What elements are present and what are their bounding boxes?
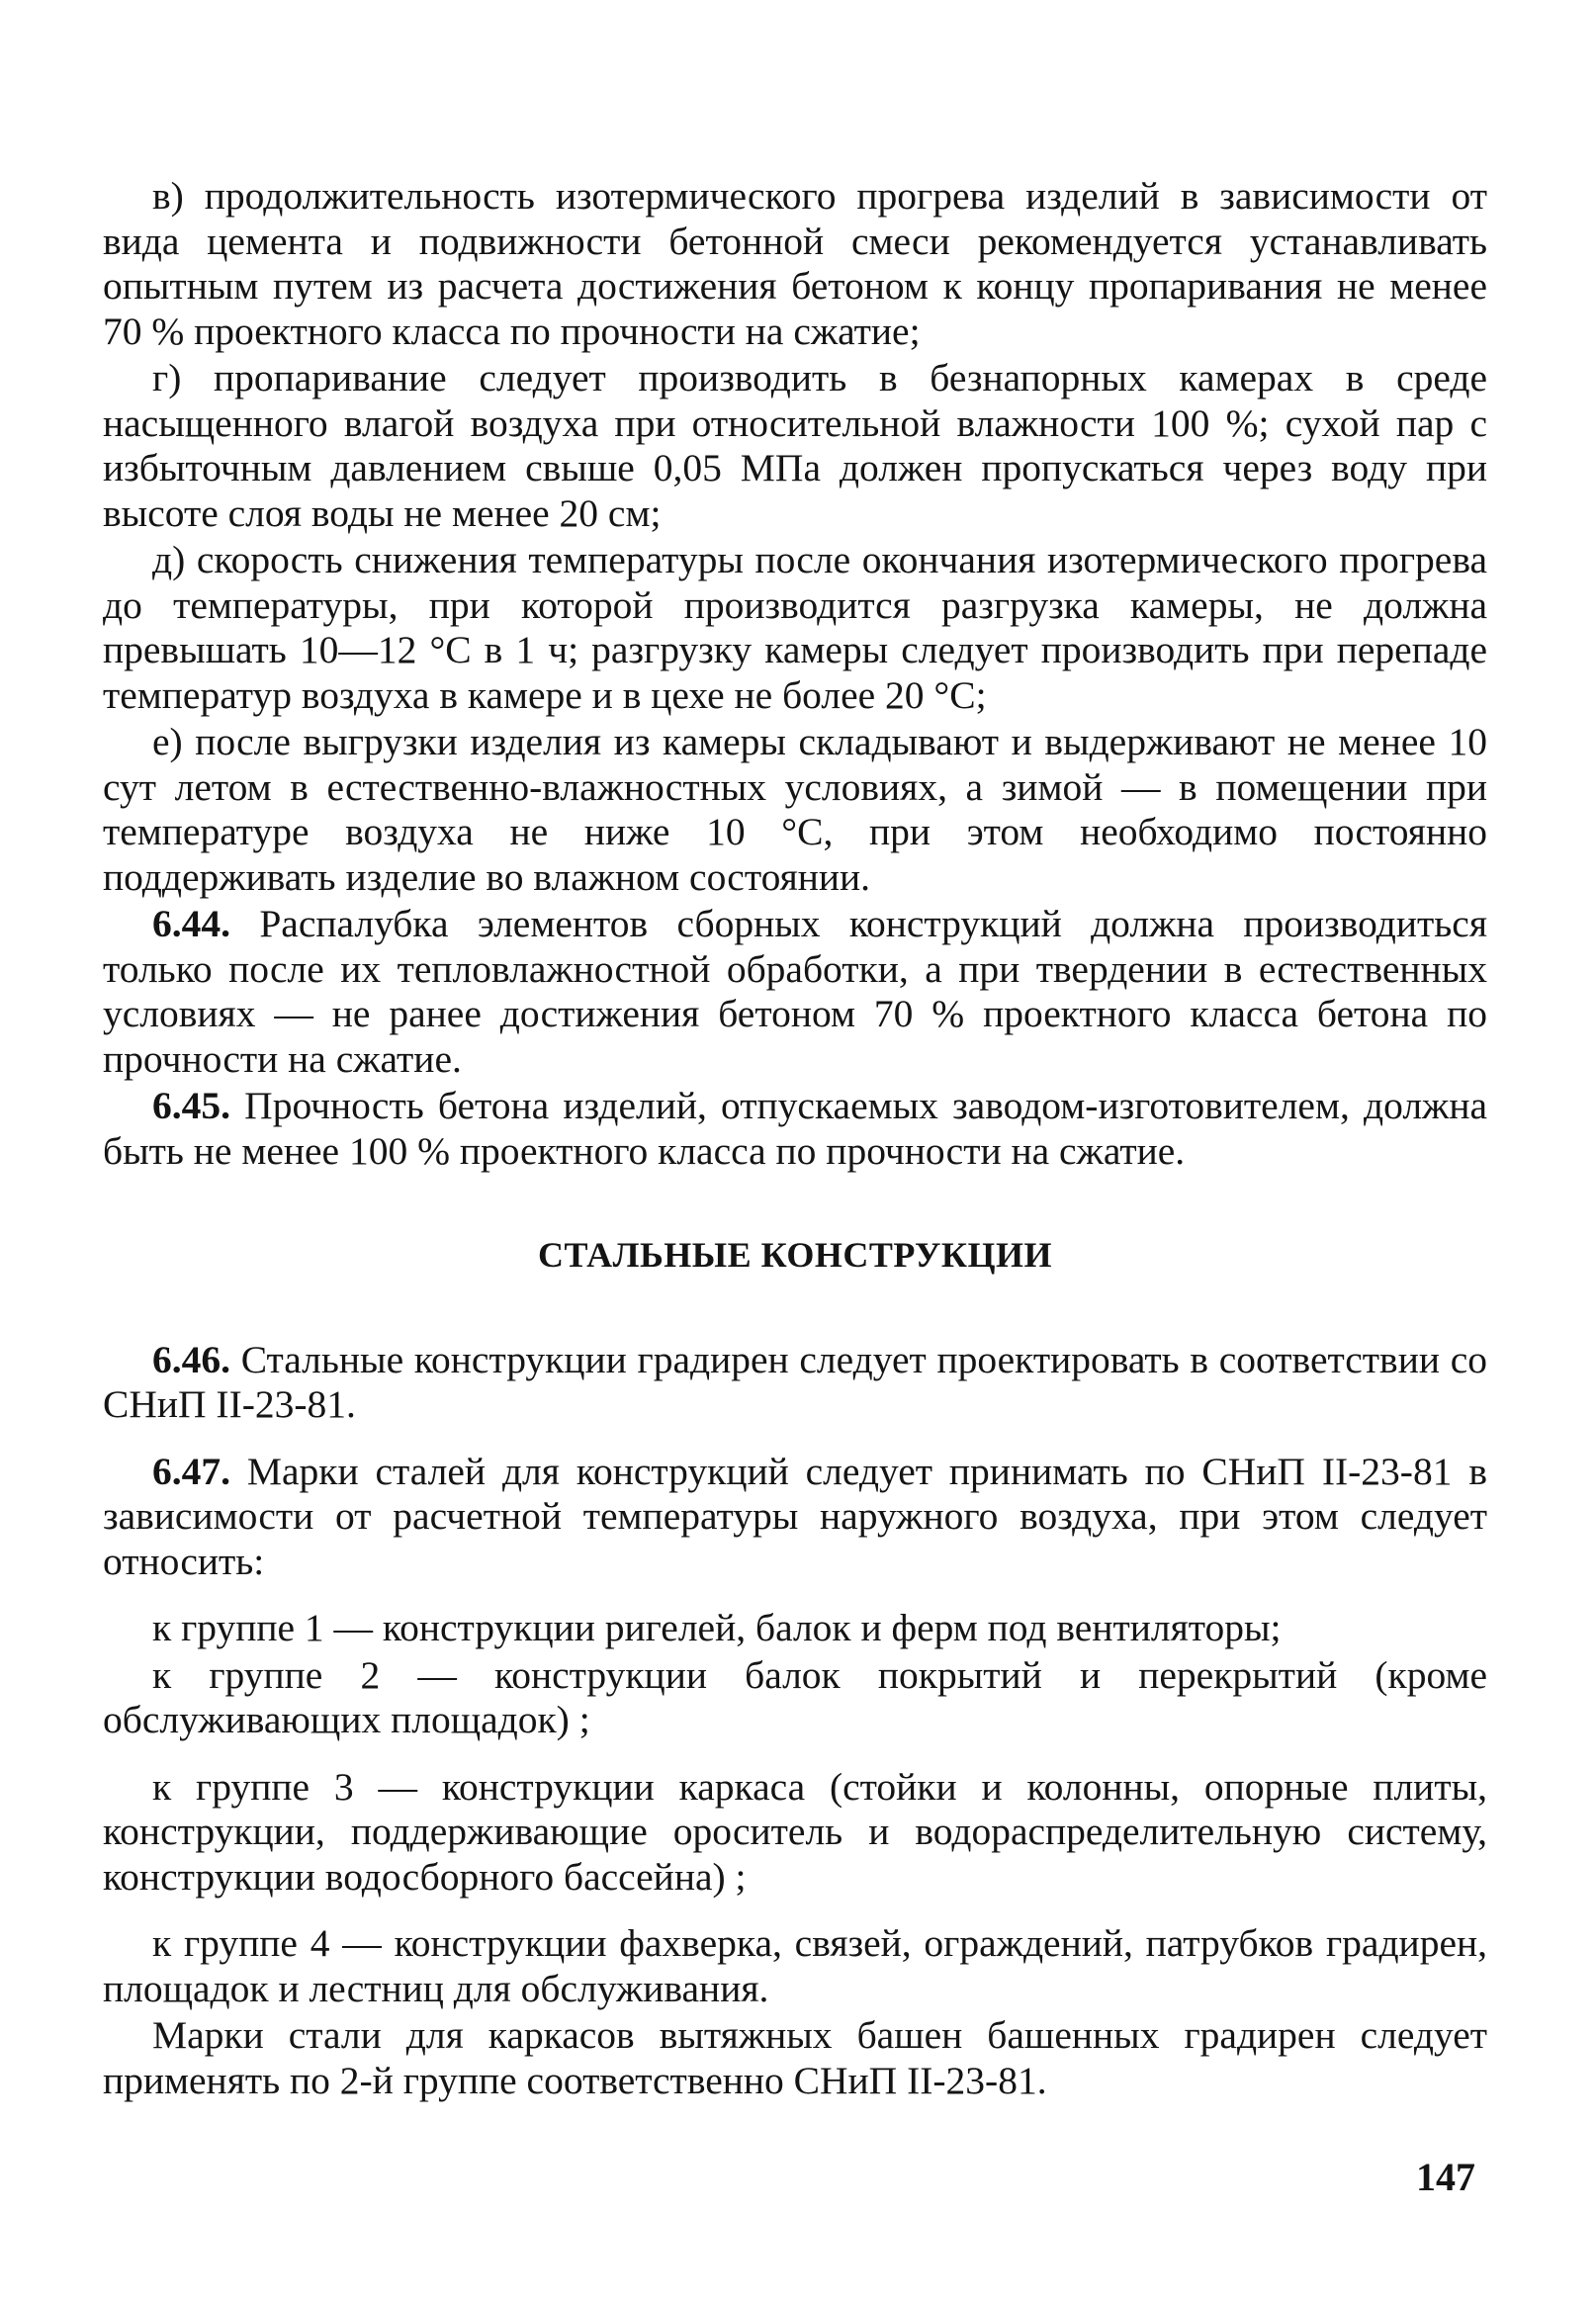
paragraph-text: Стальные конструкции градирен следует проектировать в соответствии со СНиП II-23-81. xyxy=(103,1337,1487,1426)
paragraph-text: к группе 2 — конструкции балок покрытий и перекрытий (кроме обслуживающих площадок) ; xyxy=(103,1652,1487,1741)
body-text xyxy=(103,174,1487,2103)
clause-6-46 xyxy=(103,1338,1487,1428)
clause-number: 6.46. xyxy=(152,1337,230,1381)
page-number: 147 xyxy=(1416,2155,1475,2199)
paragraph-text: г) пропаривание следует производить в безнапорных камерах в среде насыщенного влагой воздуха при относительной влажности 100 %; сухой пар с избыточным давлением свыше 0,05 МПа должен пропускаться через воду при высоте слоя воды не менее 20 см; xyxy=(103,356,1487,535)
paragraph-text: Марки стали для каркасов вытяжных башен башенных градирен следует применять по 2-й группе соответственно СНиП II-23-81. xyxy=(103,2013,1487,2102)
section-heading: СТАЛЬНЫЕ КОНСТРУКЦИИ xyxy=(537,1235,1053,1275)
group-4-item xyxy=(103,1921,1487,2011)
paragraph-g xyxy=(103,356,1487,536)
paragraph-text: к группе 3 — конструкции каркаса (стойки и колонны, опорные плиты, конструкции, поддерживающие ороситель и водораспределительную систему, конструкции водосборного бассейна) ; xyxy=(103,1764,1487,1899)
paragraph-text: Прочность бетона изделий, отпускаемых заводом-изготовителем, должна быть не менее 100 % проектного класса по прочности на сжатие. xyxy=(103,1084,1487,1173)
paragraph-text: е) после выгрузки изделия из камеры складывают и выдерживают не менее 10 сут летом в естественно-влажностных условиях, а зимой — в помещении при температуре воздуха не ниже 10 °С, при этом необходимо постоянно поддерживать изделие во влажном состоянии. xyxy=(103,720,1487,899)
paragraph-text: д) скорость снижения температуры после окончания изотермического прогрева до температуры, при которой производится разгрузка камеры, не должна превышать 10—12 °С в 1 ч; разгрузку камеры следует производить при перепаде температур воздуха в камере и в цехе не более 20 °С; xyxy=(103,538,1487,717)
group-2-item xyxy=(103,1653,1487,1743)
group-1-item xyxy=(103,1606,1487,1651)
group-3-item xyxy=(103,1765,1487,1901)
paragraph-text: Марки сталей для конструкций следует принимать по СНиП II-23-81 в зависимости от расчетной температуры наружного воздуха, при этом следует относить: xyxy=(103,1449,1487,1583)
steel-grade-note xyxy=(103,2013,1487,2103)
paragraph-v xyxy=(103,174,1487,354)
paragraph-text: Распалубка элементов сборных конструкций должна производиться только после их тепловлажностной обработки, а при твердении в естественных условиях — не ранее достижения бетоном 70 % проектного класса бетона по прочности на сжатие. xyxy=(103,902,1487,1081)
clause-6-45 xyxy=(103,1084,1487,1174)
paragraph-text: к группе 1 — конструкции ригелей, балок и ферм под вентиляторы; xyxy=(152,1606,1282,1649)
clause-6-44 xyxy=(103,902,1487,1082)
clause-number: 6.45. xyxy=(152,1084,230,1127)
paragraph-e xyxy=(103,720,1487,900)
paragraph-d xyxy=(103,538,1487,718)
clause-number: 6.44. xyxy=(152,902,230,945)
paragraph-text: к группе 4 — конструкции фахверка, связей, ограждений, патрубков градирен, площадок и лестниц для обслуживания. xyxy=(103,1921,1487,2010)
clause-number: 6.47. xyxy=(152,1449,230,1493)
paragraph-text: в) продолжительность изотермического прогрева изделий в зависимости от вида цемента и подвижности бетонной смеси рекомендуется устанавливать опытным путем из расчета достижения бетоном к концу пропаривания не менее 70 % проектного класса по прочности на сжатие; xyxy=(103,174,1487,353)
clause-6-47 xyxy=(103,1450,1487,1585)
